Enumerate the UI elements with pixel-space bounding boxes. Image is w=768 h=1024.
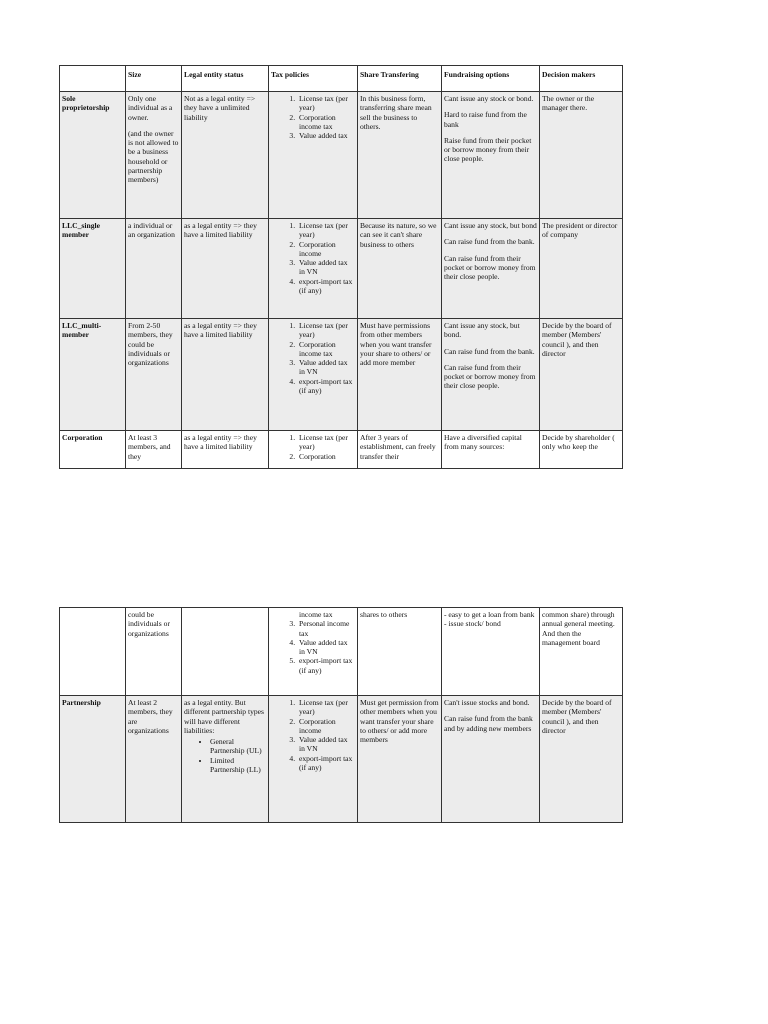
tax-list: [271, 94, 355, 140]
table-row: [60, 608, 623, 696]
tax-list: [271, 321, 355, 395]
cell-text: income tax: [299, 610, 333, 619]
share-cell: In this business form, transferring share mean sell the business to others.: [358, 92, 442, 219]
list-item: 1. License tax (per year): [297, 221, 355, 240]
tax-cell: [269, 219, 358, 319]
size-cell: could be individuals or organizations: [126, 608, 182, 696]
list-item: 1. License tax (per year): [297, 698, 355, 717]
list-item: 1. License tax (per year): [297, 433, 355, 452]
cell-text: - issue stock/ bond: [444, 619, 501, 629]
decision-cell: Decide by shareholder ( only who keep the: [540, 431, 623, 469]
cell-text: as a legal entity. But different partnership types will have different liabilities:: [184, 698, 264, 735]
list-item: • Limited Partnership (LL): [210, 756, 266, 775]
header-cell-empty: [60, 66, 126, 92]
cell-text: Cant issue any stock, but bond: [444, 221, 537, 230]
decision-cell: Decide by the board of member (Members' council ), and then director: [540, 696, 623, 823]
decision-cell: The president or director of company: [540, 219, 623, 319]
cell-text: Raise fund from their pocket or borrow money from their close people.: [444, 135, 532, 164]
cell-text: Hard to raise fund from the bank: [444, 110, 527, 129]
cell-text: Can raise fund from their pocket or borrow money from their close people.: [444, 253, 536, 281]
header-tax-policies: Tax policies: [269, 66, 358, 92]
table-row: [60, 219, 623, 319]
fundraising-cell: [442, 92, 540, 219]
header-size: Size: [126, 66, 182, 92]
share-cell: Must get permission from other members when you want transfer your share to others/ or add more members: [358, 696, 442, 823]
size-cell: From 2-50 members, they could be individuals or organizations: [126, 319, 182, 431]
table-row: [60, 696, 623, 823]
cell-text: Can raise fund from the bank.: [444, 237, 535, 247]
list-item: 2. Corporation: [297, 452, 355, 461]
list-item: 2. Corporation income: [297, 240, 355, 259]
size-cell: [126, 92, 182, 219]
cell-text: - easy to get a loan from bank: [444, 610, 535, 619]
list-item: 4. export-import tax (if any): [297, 754, 355, 773]
list-item: 2. Corporation income tax: [297, 113, 355, 132]
legal-status-cell: as a legal entity => they have a limited liability: [182, 319, 269, 431]
legal-status-cell: as a legal entity => they have a limited liability: [182, 219, 269, 319]
row-heading: LLC_single member: [60, 219, 126, 319]
share-cell: shares to others: [358, 608, 442, 696]
list-item: 2. Corporation income: [297, 717, 355, 736]
cell-text: Can raise fund from their pocket or borrow money from their close people.: [444, 362, 536, 391]
decision-cell: Decide by the board of member (Members' council ), and then director: [540, 319, 623, 431]
tax-list: [271, 221, 355, 295]
cell-text: Can raise fund from the bank and by adding new members: [444, 714, 533, 733]
row-heading: Sole proprietorship: [60, 92, 126, 219]
list-item: 5. export-import tax (if any): [297, 656, 355, 675]
list-item: 3. Value added tax in VN: [297, 735, 355, 754]
fundraising-cell: [442, 608, 540, 696]
tax-list: [271, 619, 355, 675]
tax-list: [271, 698, 355, 772]
row-heading: Corporation: [60, 431, 126, 469]
tax-list: [271, 433, 355, 461]
business-forms-table-continued: [59, 607, 623, 823]
header-decision-makers: Decision makers: [540, 66, 623, 92]
header-row: [60, 66, 623, 92]
list-item: 1. License tax (per year): [297, 94, 355, 113]
list-item: • General Partnership (UL): [210, 737, 266, 756]
decision-cell: The owner or the manager there.: [540, 92, 623, 219]
decision-cell: common share) through annual general meeting. And then the management board: [540, 608, 623, 696]
list-item: 3. Value added tax in VN: [297, 258, 355, 277]
row-heading: LLC_multi-member: [60, 319, 126, 431]
share-cell: After 3 years of establishment, can freely transfer their: [358, 431, 442, 469]
legal-status-cell: [182, 696, 269, 823]
table-row: [60, 92, 623, 219]
business-forms-table: [59, 65, 623, 469]
share-cell: Must have permissions from other members when you want transfer your share to others/ or add more member: [358, 319, 442, 431]
list-item: 1. License tax (per year): [297, 321, 355, 340]
cell-text: Cant issue any stock or bond.: [444, 94, 534, 103]
list-item: 4. export-import tax (if any): [297, 277, 355, 296]
row-heading-empty: [60, 608, 126, 696]
tax-cell: [269, 92, 358, 219]
cell-text: Can raise fund from the bank.: [444, 346, 535, 356]
list-item: 4. export-import tax (if any): [297, 377, 355, 396]
fundraising-cell: [442, 219, 540, 319]
cell-text: (and the owner is not allowed to be a business household or partnership members): [128, 128, 179, 184]
tax-cell: [269, 431, 358, 469]
size-cell: a individual or an organization: [126, 219, 182, 319]
fundraising-cell: [442, 319, 540, 431]
legal-status-cell: as a legal entity => they have a limited liability: [182, 431, 269, 469]
header-share-transfering: Share Transfering: [358, 66, 442, 92]
size-cell: At least 2 members, they are organizations: [126, 696, 182, 823]
list-item: 3. Value added tax in VN: [297, 358, 355, 377]
list-item: 3. Value added tax: [297, 131, 355, 140]
list-item: 3. Personal income tax: [297, 619, 355, 638]
cell-text: Only one individual as a owner.: [128, 94, 173, 122]
cell-text: Can't issue stocks and bond.: [444, 698, 530, 707]
fundraising-cell: Have a diversified capital from many sources:: [442, 431, 540, 469]
share-cell: Because its nature, so we can see it can't share business to others: [358, 219, 442, 319]
table-row: [60, 431, 623, 469]
tax-cell: [269, 319, 358, 431]
legal-status-cell: Not as a legal entity => they have a unlimited liability: [182, 92, 269, 219]
list-item: 4. Value added tax in VN: [297, 638, 355, 657]
partnership-types-list: [184, 737, 266, 774]
header-fundraising-options: Fundraising options: [442, 66, 540, 92]
legal-status-cell: [182, 608, 269, 696]
table-row: [60, 319, 623, 431]
row-heading: Partnership: [60, 696, 126, 823]
fundraising-cell: [442, 696, 540, 823]
tax-cell: [269, 608, 358, 696]
size-cell: At least 3 members, and they: [126, 431, 182, 469]
tax-cell: [269, 696, 358, 823]
header-legal-entity-status: Legal entity status: [182, 66, 269, 92]
list-item: 2. Corporation income tax: [297, 340, 355, 359]
cell-text: Cant issue any stock, but bond.: [444, 321, 520, 340]
